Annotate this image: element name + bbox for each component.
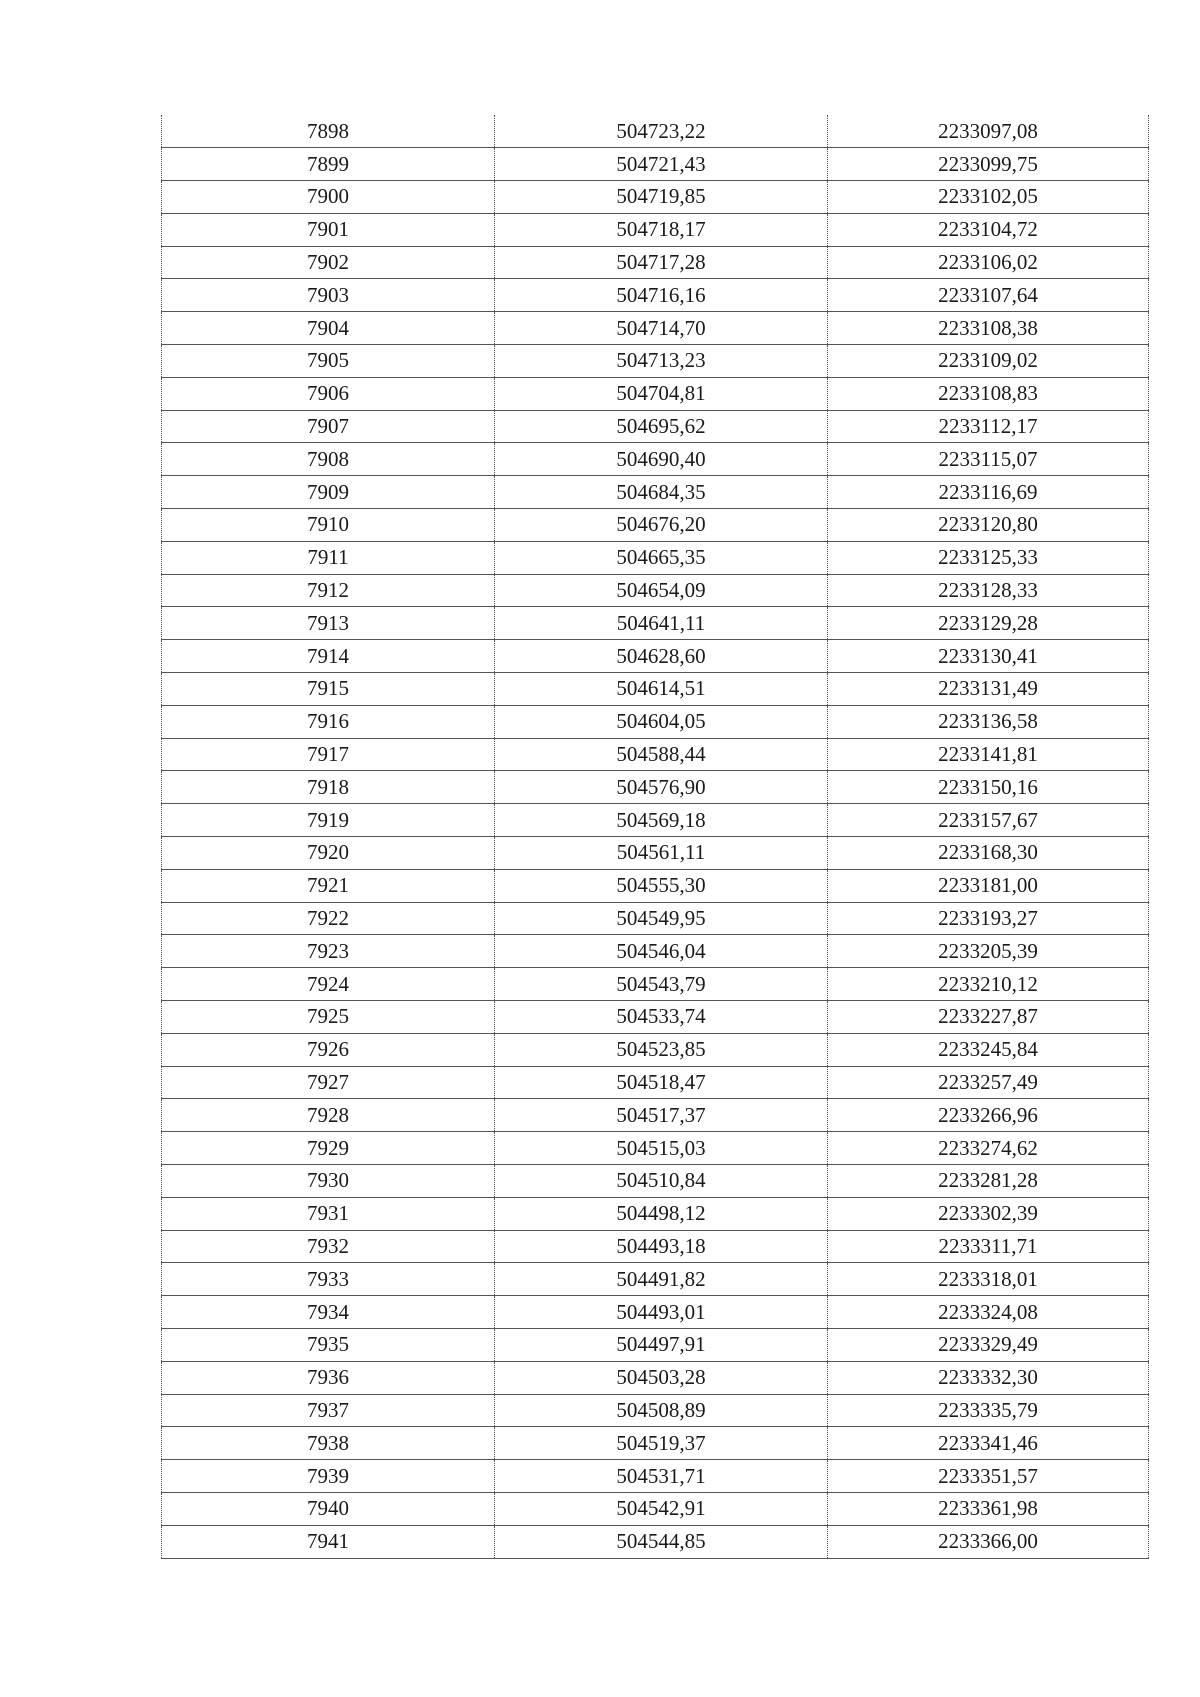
x-coordinate-cell: 504491,82 [495,1263,828,1296]
point-number-cell: 7936 [162,1361,495,1394]
table-row [162,1165,1149,1198]
point-number-cell: 7901 [162,213,495,246]
x-coordinate-cell: 504614,51 [495,673,828,706]
y-coordinate-cell: 2233108,38 [828,312,1149,345]
point-number-cell: 7917 [162,738,495,771]
table-row [162,246,1149,279]
y-coordinate-cell: 2233109,02 [828,345,1149,378]
y-coordinate-cell: 2233351,57 [828,1460,1149,1493]
x-coordinate-cell: 504542,91 [495,1492,828,1525]
y-coordinate-cell: 2233131,49 [828,673,1149,706]
table-row [162,115,1149,148]
point-number-cell: 7940 [162,1492,495,1525]
x-coordinate-cell: 504503,28 [495,1361,828,1394]
point-number-cell: 7929 [162,1132,495,1165]
table-row [162,1328,1149,1361]
table-row [162,968,1149,1001]
x-coordinate-cell: 504546,04 [495,935,828,968]
point-number-cell: 7914 [162,640,495,673]
point-number-cell: 7912 [162,574,495,607]
table-row [162,1066,1149,1099]
y-coordinate-cell: 2233168,30 [828,837,1149,870]
y-coordinate-cell: 2233102,05 [828,181,1149,214]
point-number-cell: 7930 [162,1165,495,1198]
table-row [162,279,1149,312]
point-number-cell: 7907 [162,410,495,443]
point-number-cell: 7904 [162,312,495,345]
table-row [162,377,1149,410]
point-number-cell: 7905 [162,345,495,378]
y-coordinate-cell: 2233112,17 [828,410,1149,443]
y-coordinate-cell: 2233193,27 [828,902,1149,935]
x-coordinate-cell: 504714,70 [495,312,828,345]
table-row [162,148,1149,181]
y-coordinate-cell: 2233104,72 [828,213,1149,246]
y-coordinate-cell: 2233115,07 [828,443,1149,476]
table-row [162,705,1149,738]
point-number-cell: 7900 [162,181,495,214]
point-number-cell: 7937 [162,1394,495,1427]
x-coordinate-cell: 504723,22 [495,115,828,148]
table-row [162,935,1149,968]
y-coordinate-cell: 2233302,39 [828,1197,1149,1230]
point-number-cell: 7935 [162,1328,495,1361]
y-coordinate-cell: 2233106,02 [828,246,1149,279]
point-number-cell: 7925 [162,1001,495,1034]
x-coordinate-cell: 504498,12 [495,1197,828,1230]
table-row [162,476,1149,509]
table-row [162,1525,1149,1558]
x-coordinate-cell: 504716,16 [495,279,828,312]
point-number-cell: 7926 [162,1033,495,1066]
table-row [162,1099,1149,1132]
y-coordinate-cell: 2233129,28 [828,607,1149,640]
table-row [162,1230,1149,1263]
point-number-cell: 7924 [162,968,495,1001]
x-coordinate-cell: 504719,85 [495,181,828,214]
y-coordinate-cell: 2233324,08 [828,1296,1149,1329]
point-number-cell: 7922 [162,902,495,935]
x-coordinate-cell: 504543,79 [495,968,828,1001]
table-row [162,1492,1149,1525]
x-coordinate-cell: 504665,35 [495,541,828,574]
table-row [162,312,1149,345]
point-number-cell: 7920 [162,837,495,870]
x-coordinate-cell: 504515,03 [495,1132,828,1165]
table-row [162,738,1149,771]
x-coordinate-cell: 504684,35 [495,476,828,509]
table-row [162,181,1149,214]
x-coordinate-cell: 504641,11 [495,607,828,640]
y-coordinate-cell: 2233099,75 [828,148,1149,181]
point-number-cell: 7932 [162,1230,495,1263]
table-row [162,837,1149,870]
y-coordinate-cell: 2233281,28 [828,1165,1149,1198]
x-coordinate-cell: 504588,44 [495,738,828,771]
x-coordinate-cell: 504569,18 [495,804,828,837]
y-coordinate-cell: 2233341,46 [828,1427,1149,1460]
point-number-cell: 7911 [162,541,495,574]
y-coordinate-cell: 2233108,83 [828,377,1149,410]
x-coordinate-cell: 504628,60 [495,640,828,673]
x-coordinate-cell: 504493,18 [495,1230,828,1263]
coordinates-table [161,115,1149,1559]
x-coordinate-cell: 504555,30 [495,869,828,902]
coordinates-table-body [162,115,1149,1558]
table-row [162,509,1149,542]
point-number-cell: 7928 [162,1099,495,1132]
y-coordinate-cell: 2233116,69 [828,476,1149,509]
point-number-cell: 7938 [162,1427,495,1460]
y-coordinate-cell: 2233130,41 [828,640,1149,673]
y-coordinate-cell: 2233210,12 [828,968,1149,1001]
table-row [162,640,1149,673]
point-number-cell: 7919 [162,804,495,837]
table-row [162,1427,1149,1460]
table-row [162,1296,1149,1329]
point-number-cell: 7918 [162,771,495,804]
point-number-cell: 7913 [162,607,495,640]
point-number-cell: 7934 [162,1296,495,1329]
x-coordinate-cell: 504517,37 [495,1099,828,1132]
x-coordinate-cell: 504508,89 [495,1394,828,1427]
table-row [162,869,1149,902]
point-number-cell: 7902 [162,246,495,279]
x-coordinate-cell: 504654,09 [495,574,828,607]
y-coordinate-cell: 2233136,58 [828,705,1149,738]
table-row [162,673,1149,706]
x-coordinate-cell: 504704,81 [495,377,828,410]
point-number-cell: 7908 [162,443,495,476]
point-number-cell: 7915 [162,673,495,706]
table-row [162,541,1149,574]
y-coordinate-cell: 2233245,84 [828,1033,1149,1066]
x-coordinate-cell: 504676,20 [495,509,828,542]
x-coordinate-cell: 504533,74 [495,1001,828,1034]
y-coordinate-cell: 2233128,33 [828,574,1149,607]
table-row [162,1033,1149,1066]
x-coordinate-cell: 504690,40 [495,443,828,476]
table-row [162,804,1149,837]
x-coordinate-cell: 504518,47 [495,1066,828,1099]
point-number-cell: 7939 [162,1460,495,1493]
x-coordinate-cell: 504604,05 [495,705,828,738]
point-number-cell: 7923 [162,935,495,968]
y-coordinate-cell: 2233150,16 [828,771,1149,804]
y-coordinate-cell: 2233318,01 [828,1263,1149,1296]
table-row [162,771,1149,804]
y-coordinate-cell: 2233329,49 [828,1328,1149,1361]
y-coordinate-cell: 2233157,67 [828,804,1149,837]
y-coordinate-cell: 2233335,79 [828,1394,1149,1427]
x-coordinate-cell: 504695,62 [495,410,828,443]
x-coordinate-cell: 504717,28 [495,246,828,279]
table-row [162,1394,1149,1427]
x-coordinate-cell: 504493,01 [495,1296,828,1329]
x-coordinate-cell: 504713,23 [495,345,828,378]
point-number-cell: 7931 [162,1197,495,1230]
y-coordinate-cell: 2233097,08 [828,115,1149,148]
x-coordinate-cell: 504561,11 [495,837,828,870]
x-coordinate-cell: 504544,85 [495,1525,828,1558]
point-number-cell: 7906 [162,377,495,410]
y-coordinate-cell: 2233181,00 [828,869,1149,902]
y-coordinate-cell: 2233257,49 [828,1066,1149,1099]
table-row [162,902,1149,935]
table-row [162,1361,1149,1394]
table-row [162,1001,1149,1034]
y-coordinate-cell: 2233125,33 [828,541,1149,574]
table-row [162,1263,1149,1296]
point-number-cell: 7941 [162,1525,495,1558]
y-coordinate-cell: 2233205,39 [828,935,1149,968]
table-row [162,213,1149,246]
table-row [162,345,1149,378]
y-coordinate-cell: 2233366,00 [828,1525,1149,1558]
point-number-cell: 7903 [162,279,495,312]
y-coordinate-cell: 2233141,81 [828,738,1149,771]
x-coordinate-cell: 504721,43 [495,148,828,181]
y-coordinate-cell: 2233311,71 [828,1230,1149,1263]
y-coordinate-cell: 2233107,64 [828,279,1149,312]
table-row [162,443,1149,476]
x-coordinate-cell: 504510,84 [495,1165,828,1198]
x-coordinate-cell: 504497,91 [495,1328,828,1361]
point-number-cell: 7909 [162,476,495,509]
point-number-cell: 7933 [162,1263,495,1296]
point-number-cell: 7921 [162,869,495,902]
x-coordinate-cell: 504519,37 [495,1427,828,1460]
y-coordinate-cell: 2233266,96 [828,1099,1149,1132]
y-coordinate-cell: 2233332,30 [828,1361,1149,1394]
table-row [162,607,1149,640]
table-row [162,1460,1149,1493]
x-coordinate-cell: 504718,17 [495,213,828,246]
y-coordinate-cell: 2233227,87 [828,1001,1149,1034]
y-coordinate-cell: 2233361,98 [828,1492,1149,1525]
x-coordinate-cell: 504549,95 [495,902,828,935]
point-number-cell: 7927 [162,1066,495,1099]
table-row [162,1132,1149,1165]
table-row [162,410,1149,443]
table-row [162,574,1149,607]
x-coordinate-cell: 504531,71 [495,1460,828,1493]
point-number-cell: 7910 [162,509,495,542]
point-number-cell: 7898 [162,115,495,148]
point-number-cell: 7899 [162,148,495,181]
y-coordinate-cell: 2233274,62 [828,1132,1149,1165]
point-number-cell: 7916 [162,705,495,738]
x-coordinate-cell: 504523,85 [495,1033,828,1066]
x-coordinate-cell: 504576,90 [495,771,828,804]
y-coordinate-cell: 2233120,80 [828,509,1149,542]
table-row [162,1197,1149,1230]
